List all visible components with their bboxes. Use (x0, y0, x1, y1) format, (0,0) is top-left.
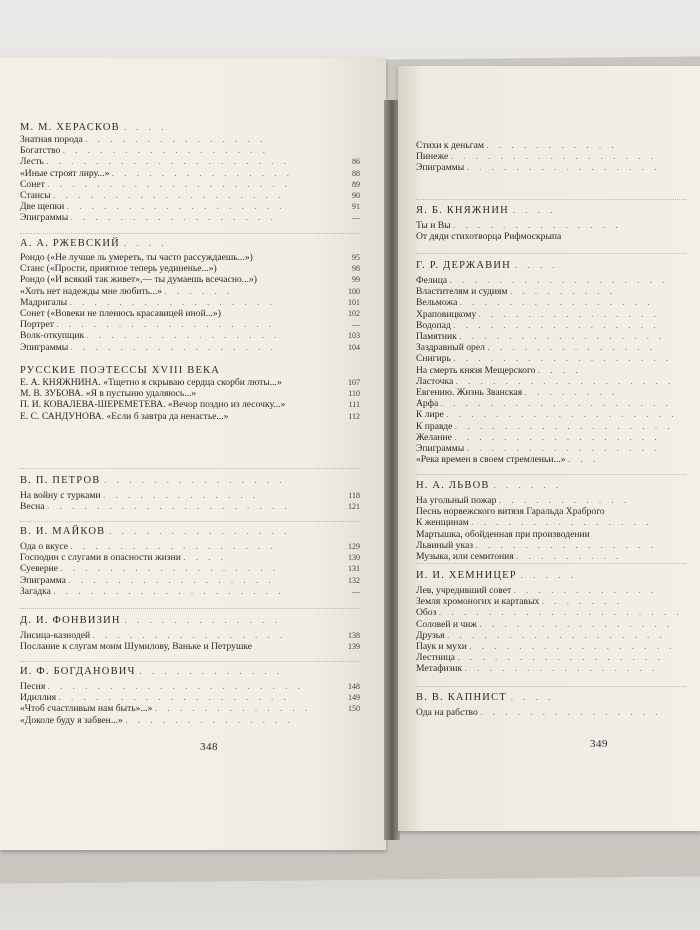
section-divider (416, 199, 686, 200)
section-divider (416, 563, 686, 564)
toc-entry: Метафизик . . . . . . . . . . . . . . . . (416, 663, 659, 675)
toc-entry: «Доколе буду я забвен...» . . . . . . . . . . . . . . (20, 714, 294, 726)
toc-entry: Эпиграммы . . . . . . . . . . . . . . . . (416, 162, 661, 174)
toc-entry: Обоз . . . . . . . . . . . . . . . . . . . . (416, 607, 683, 619)
author-heading: М. М. ХЕРАСКОВ . . . . (20, 122, 168, 133)
section-divider (20, 521, 360, 522)
toc-entry: Е. С. САНДУНОВА. «Если б завтра да ненастье...» 112 (20, 410, 360, 422)
author-heading: Д. И. ФОНВИЗИН . . . . . . . . . . . . . (20, 615, 281, 626)
right-page (398, 66, 700, 831)
toc-entry: К лире . . . . . . . . . . . . . . . . . . . (416, 409, 678, 421)
toc-entry: М. В. ЗУБОВА. «Я в пустыню удаляюсь...» 110 (20, 388, 360, 400)
toc-entry: Послание к слугам моим Шумилову, Ваньке и Петрушке 139 (20, 641, 360, 653)
toc-entry: Друзья . . . . . . . . . . . . . . . . . . (416, 629, 666, 641)
toc-entry: К правде . . . . . . . . . . . . . . . . . . (416, 420, 674, 432)
section-fonvizin (20, 614, 360, 652)
author-heading: И. Ф. БОГДАНОВИЧ . . . . . . . . . . . . (20, 666, 284, 677)
author-heading: А. А. РЖЕВСКИЙ . . . . (20, 238, 168, 249)
toc-entry: «Хоть нет надежды мне любить...» . . . . . . 100 (20, 285, 360, 297)
section-divider (416, 253, 686, 254)
section-kheraskov (20, 121, 360, 224)
toc-entry: К женщинам . . . . . . . . . . . . . . . (416, 517, 653, 529)
toc-entry: Стансы . . . . . . . . . . . . . . . . . . . 90 (20, 190, 360, 202)
toc-entry: Вельможа . . . . . . . . . . . . . . . . (416, 297, 654, 309)
toc-entry: Суеверие . . . . . . . . . . . . . . . . . . 131 (20, 563, 360, 575)
toc-entry: Господин с слугами в опасности жизни . . . . 130 (20, 552, 360, 564)
section-khemnitser (416, 569, 696, 675)
section-divider (20, 233, 360, 234)
toc-entry: Ода о вкусе . . . . . . . . . . . . . . . . . 129 (20, 541, 360, 552)
left-page (0, 58, 386, 850)
section-divider (20, 468, 360, 469)
toc-entry: Ты и Вы . . . . . . . . . . . . . . (416, 220, 622, 231)
toc-entry: П. И. КОВАЛЕВА-ШЕРЕМЕТЕВА. «Вечор поздно из лесочку...» 111 (20, 399, 360, 411)
author-heading: Я. Б. КНЯЖНИН . . . . (416, 205, 557, 216)
section-knyazhnin (416, 204, 696, 242)
toc-entry: Песня . . . . . . . . . . . . . . . . . . . . . 148 (20, 681, 360, 692)
toc-entry: Загадка . . . . . . . . . . . . . . . . . . . — (20, 585, 360, 597)
toc-entry: Сонет («Вовеки не пленюсь красавицей иной...») 102 (20, 308, 360, 320)
toc-entry: Сонет . . . . . . . . . . . . . . . . . . . . 89 (20, 178, 360, 190)
toc-entry: На угольный пожар . . . . . . . . . . . (416, 495, 631, 506)
section-divider (416, 474, 686, 475)
toc-entry: Лев, учредивший совет . . . . . . . . . . . . (416, 585, 658, 596)
section-kapnist (416, 691, 696, 718)
toc-entry: Арфа . . . . . . . . . . . . . . . . . . . (416, 398, 672, 410)
section-divider (416, 686, 686, 687)
section-rzhevsky (20, 237, 360, 353)
toc-entry: Рондо («Не лучше ль умереть, ты часто рассуждаешь...») 95 (20, 252, 360, 263)
author-heading: РУССКИЕ ПОЭТЕССЫ XVIII ВЕКА (20, 365, 221, 376)
toc-entry: Мартышка, обойденная при производении (416, 528, 590, 540)
toc-entry: Стихи к деньгам . . . . . . . . . . . (416, 140, 618, 151)
toc-entry: Заздравный орел . . . . . . . . . . . . . . (416, 342, 657, 354)
toc-entry: Песнь норвежского витязя Гаральда Храброго (416, 506, 605, 518)
section-bogdanovich (20, 665, 360, 726)
toc-entry: Лесть . . . . . . . . . . . . . . . . . . . . 86 (20, 156, 360, 168)
toc-entry: Водопад . . . . . . . . . . . . . . . . . (416, 319, 660, 331)
page-number-right: 349 (590, 738, 608, 750)
toc-entry: Ода на рабство . . . . . . . . . . . . . . . (416, 707, 662, 718)
toc-entry: Богатство . . . . . . . . . . . . . . . . . (20, 145, 269, 157)
author-heading: Н. А. ЛЬВОВ . . . . . . (416, 480, 563, 491)
author-heading: В. П. ПЕТРОВ . . . . . . . . . . . . . . . (20, 475, 286, 486)
toc-entry: Соловей и чиж . . . . . . . . . . . . . . . . (416, 618, 674, 630)
section-maikov (20, 525, 360, 597)
toc-entry: Фелица . . . . . . . . . . . . . . . . . . (416, 275, 669, 286)
author-heading: В. И. МАЙКОВ . . . . . . . . . . . . . . . (20, 526, 291, 537)
section-poetesses (20, 365, 360, 422)
toc-entry: Весна . . . . . . . . . . . . . . . . . . . . 121 (20, 501, 360, 513)
toc-entry: «Чтоб счастливым нам быть»...» . . . . . . . . . . . . . 150 (20, 703, 360, 715)
toc-entry: Портрет . . . . . . . . . . . . . . . . . . — (20, 319, 360, 331)
page-number-left: 348 (200, 741, 218, 753)
section-derzhavin (416, 259, 696, 465)
toc-entry: Властителям и судиям . . . . . . . . . (416, 286, 617, 298)
toc-entry: Две щепки . . . . . . . . . . . . . . . . . . 91 (20, 201, 360, 213)
toc-entry: Мадригалы . . . . . . . . . . . . . . . . . 101 (20, 296, 360, 308)
section-petrov (20, 474, 360, 512)
toc-entry: Памятник . . . . . . . . . . . . . . . . . (416, 331, 666, 343)
toc-entry: Паук и мухи . . . . . . . . . . . . . . . . . (416, 641, 676, 653)
author-heading: И. И. ХЕМНИЦЕР . . . . . (416, 570, 577, 581)
toc-entry: На войну с турками . . . . . . . . . . . . . 118 (20, 490, 360, 501)
toc-entry: Эпиграммы . . . . . . . . . . . . . . . . . — (20, 212, 360, 224)
toc-entry: Земля хромоногих и картавых . . . . . . . (416, 596, 623, 608)
toc-entry: Лисица-казнодей . . . . . . . . . . . . . . . . 138 (20, 630, 360, 641)
toc-entry: Эпиграмма . . . . . . . . . . . . . . . . . 132 (20, 574, 360, 586)
toc-entry: Рондо («И всякий так живет»,— ты думаешь всечасно...») 99 (20, 274, 360, 286)
toc-entry: Снигирь . . . . . . . . . . . . . . . . . . (416, 353, 673, 365)
toc-entry: Пинеже . . . . . . . . . . . . . . . . . (416, 151, 657, 163)
author-heading: Г. Р. ДЕРЖАВИН . . . . (416, 260, 559, 271)
toc-entry: Эпиграммы . . . . . . . . . . . . . . . . (416, 443, 661, 455)
toc-entry: Волк-откупщик . . . . . . . . . . . . . . . . 103 (20, 330, 360, 342)
toc-entry: Эпиграммы . . . . . . . . . . . . . . . . . 104 (20, 341, 360, 353)
toc-entry: «Иные строят лиру...» . . . . . . . . . . . . . . . 88 (20, 167, 360, 179)
toc-entry: Львиный указ . . . . . . . . . . . . . . . (416, 539, 657, 551)
toc-entry: Идиллия . . . . . . . . . . . . . . . . . . . 149 (20, 692, 360, 704)
section-lvov (416, 479, 696, 562)
toc-entry: Храповицкому . . . . . . . . . . . . . . . (416, 308, 660, 320)
toc-entry: Музыка, или семитония . . . . . . . . . (416, 551, 623, 563)
section-continued (416, 140, 696, 174)
toc-entry: Ласточка . . . . . . . . . . . . . . . . . . (416, 375, 675, 387)
toc-entry: Желание . . . . . . . . . . . . . . . . . (416, 431, 661, 443)
toc-entry: Евгению. Жизнь Званская . . . . . . . . (416, 387, 619, 399)
toc-entry: Лестница . . . . . . . . . . . . . . . . . (416, 652, 664, 664)
toc-entry: От дяди стихотворца Рифмоскрыпа (416, 231, 562, 243)
toc-entry: «Река времен в своем стремленьи...» . . . (416, 454, 600, 466)
section-divider (20, 608, 360, 609)
toc-entry: На смерть князя Мещерского . . . . (416, 364, 582, 376)
toc-entry: Станс («Прости, приятное теперь уединенье...») 98 (20, 263, 360, 275)
author-heading: В. В. КАПНИСТ . . . . (416, 692, 555, 703)
toc-entry: Е. А. КНЯЖНИНА. «Тщетно я скрываю сердца скорби люты...» 107 (20, 377, 360, 388)
section-divider (20, 661, 360, 662)
toc-entry: Знатная порода . . . . . . . . . . . . . . . (20, 134, 267, 145)
